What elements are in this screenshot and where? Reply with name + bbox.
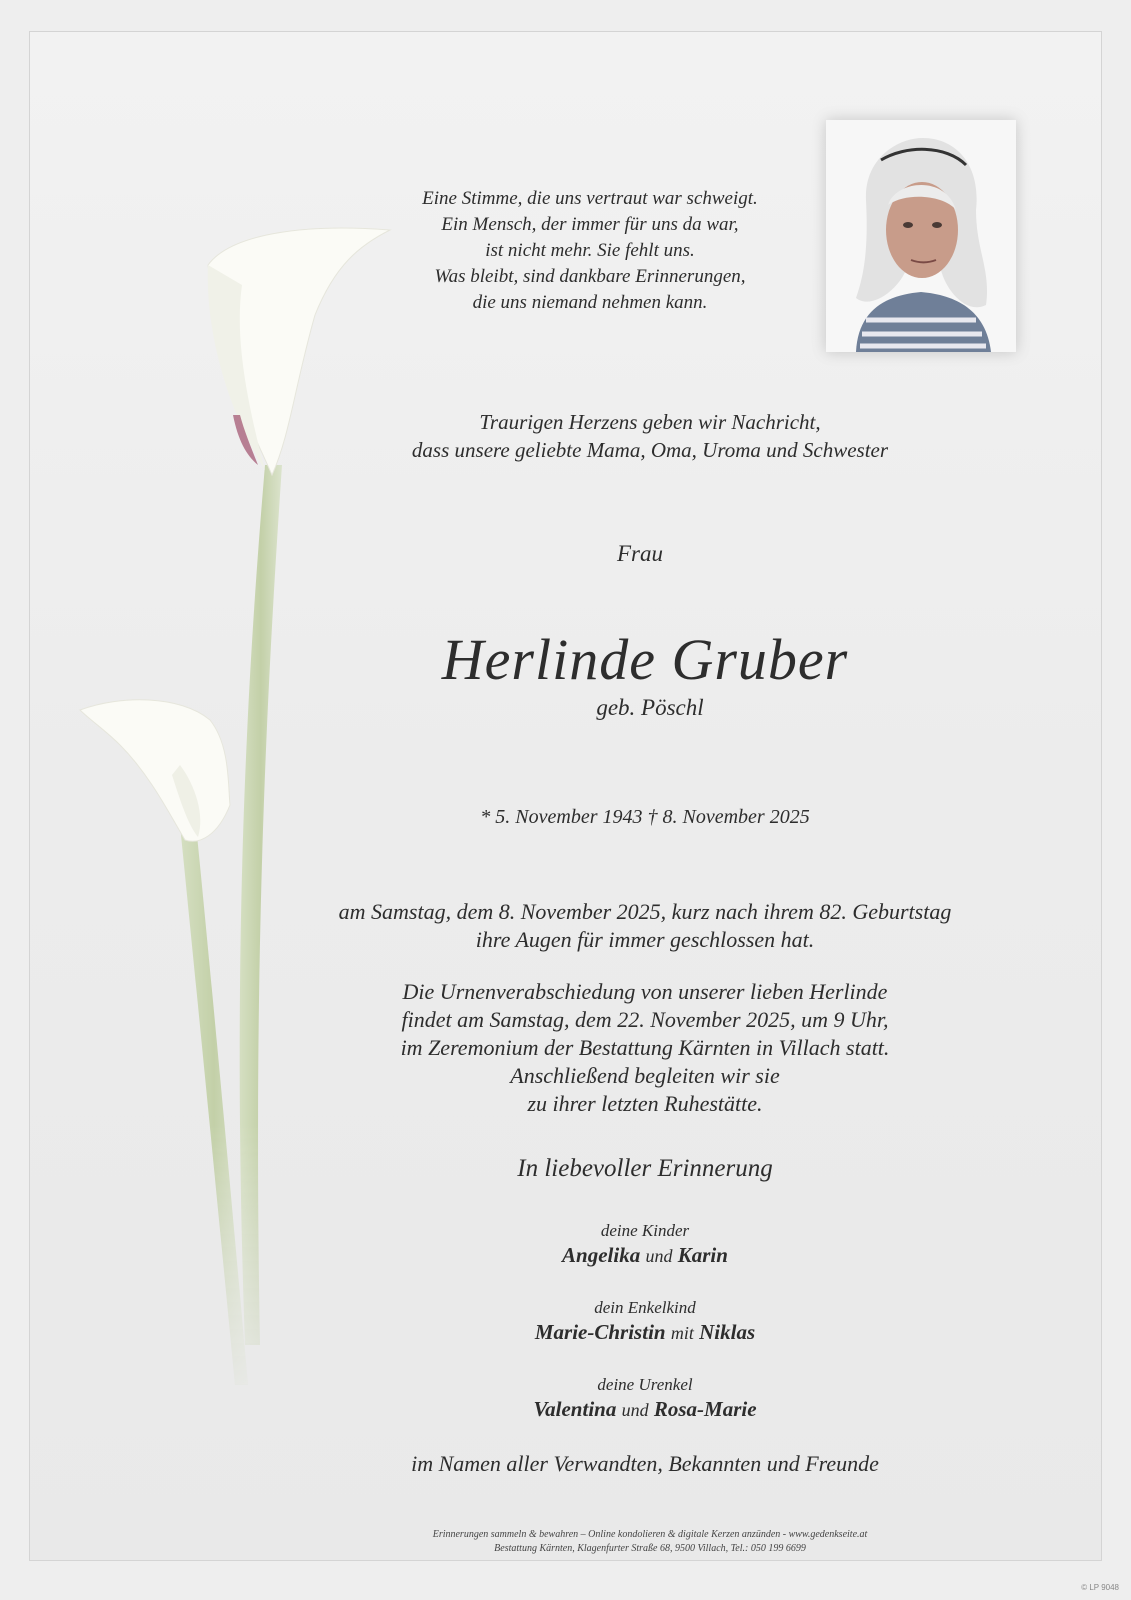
life-dates: * 5. November 1943 † 8. November 2025 bbox=[480, 806, 810, 828]
body-line: zu ihrer letzten Ruhestätte. bbox=[527, 1091, 763, 1116]
closing-line: im Namen aller Verwandten, Bekannten und Freunde bbox=[411, 1451, 879, 1476]
mourner-name: Valentina bbox=[533, 1397, 617, 1421]
mourner-connector: mit bbox=[670, 1323, 694, 1343]
body-line: Die Urnenverabschiedung von unserer lieben Herlinde bbox=[402, 979, 888, 1004]
body-line: Anschließend begleiten wir sie bbox=[510, 1063, 780, 1088]
memory-heading: In liebevoller Erinnerung bbox=[517, 1155, 773, 1182]
memorial-quote bbox=[380, 186, 800, 316]
body-line: findet am Samstag, dem 22. November 2025, um 9 Uhr, bbox=[401, 1007, 889, 1032]
body-line: ihre Augen für immer geschlossen hat. bbox=[475, 927, 815, 952]
birth-name: geb. Pöschl bbox=[596, 695, 704, 720]
body-line: im Zeremonium der Bestattung Kärnten in Villach statt. bbox=[400, 1035, 890, 1060]
mourners-list bbox=[430, 1218, 860, 1449]
footer-line: Bestattung Kärnten, Klagenfurter Straße 68, 9500 Villach, Tel.: 050 199 6699 bbox=[494, 1543, 806, 1554]
mourner-name: Karin bbox=[677, 1243, 728, 1267]
quote-line: Eine Stimme, die uns vertraut war schweigt. bbox=[422, 188, 758, 209]
footer-line: Erinnerungen sammeln & bewahren – Online kondolieren & digitale Kerzen anzünden - www.gedenkseite.at bbox=[432, 1529, 868, 1540]
mourner-connector: und bbox=[621, 1400, 649, 1420]
death-paragraph bbox=[290, 898, 1000, 954]
calla-lily-illustration bbox=[60, 225, 420, 1425]
mourner-names bbox=[430, 1320, 860, 1346]
quote-line: ist nicht mehr. Sie fehlt uns. bbox=[485, 240, 695, 261]
mourner-names bbox=[430, 1243, 860, 1269]
notice-line: dass unsere geliebte Mama, Oma, Uroma und Schwester bbox=[411, 438, 889, 462]
mourner-name: Angelika bbox=[562, 1243, 641, 1267]
mourner-relation: deine Urenkel bbox=[597, 1375, 693, 1394]
quote-line: die uns niemand nehmen kann. bbox=[472, 292, 708, 313]
mourner-name: Rosa-Marie bbox=[653, 1397, 757, 1421]
notice-line: Traurigen Herzens geben wir Nachricht, bbox=[479, 410, 821, 434]
body-line: am Samstag, dem 8. November 2025, kurz nach ihrem 82. Geburtstag bbox=[338, 899, 952, 924]
footer bbox=[330, 1528, 970, 1556]
salutation: Frau bbox=[617, 541, 663, 566]
funeral-paragraph bbox=[330, 978, 960, 1118]
deceased-name: Herlinde Gruber bbox=[441, 627, 849, 692]
mourner-connector: und bbox=[645, 1246, 673, 1266]
mourner-names bbox=[430, 1397, 860, 1423]
mourner-relation: dein Enkelkind bbox=[594, 1298, 696, 1317]
mourner-name: Niklas bbox=[699, 1320, 756, 1344]
death-notice-intro bbox=[340, 408, 960, 464]
portrait-photo bbox=[826, 120, 1016, 352]
mourner-name: Marie-Christin bbox=[534, 1320, 666, 1344]
mourner-relation: deine Kinder bbox=[600, 1221, 690, 1240]
quote-line: Ein Mensch, der immer für uns da war, bbox=[441, 214, 739, 235]
print-code: © LP 9048 bbox=[1081, 1583, 1119, 1592]
quote-line: Was bleibt, sind dankbare Erinnerungen, bbox=[434, 266, 746, 287]
